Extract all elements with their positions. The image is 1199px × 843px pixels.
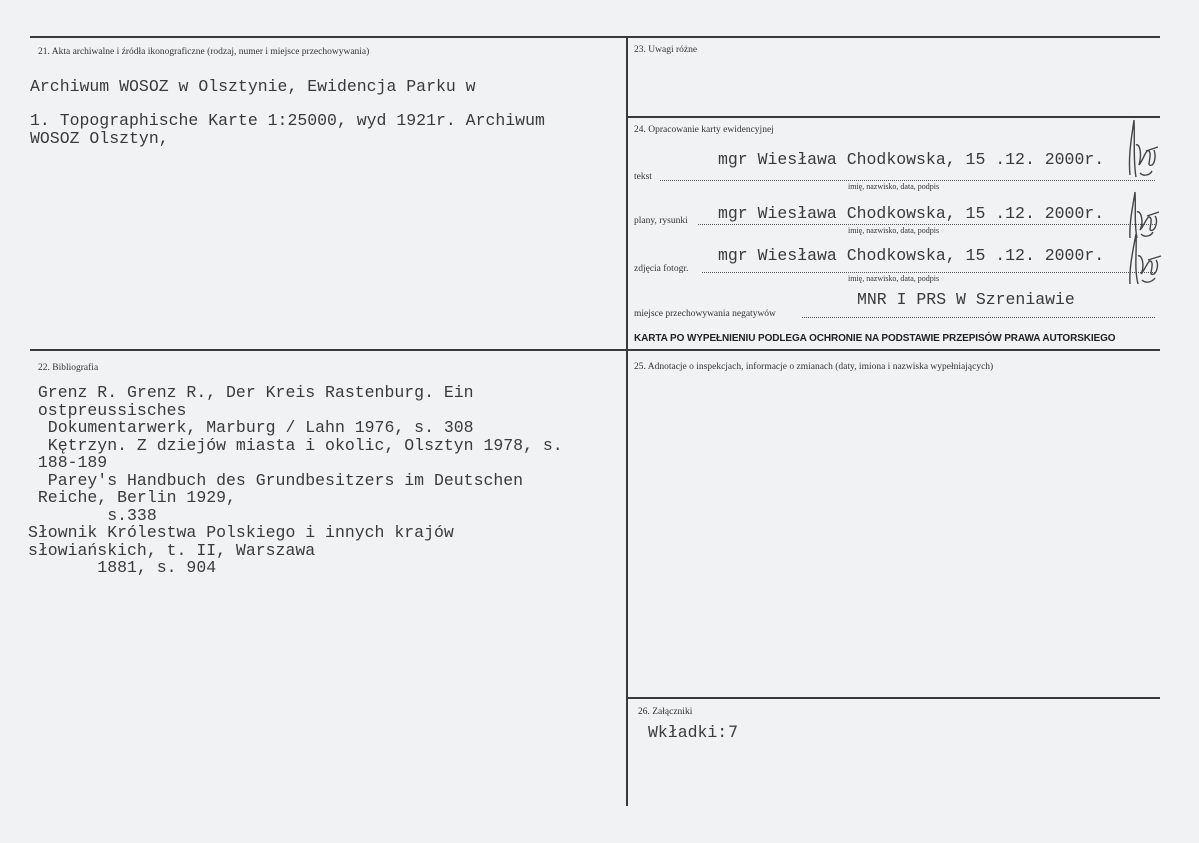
bibliography-line: Kętrzyn. Z dziejów miasta i okolic, Olsztyn 1978, s. [28,435,563,455]
plany-caption: imię, nazwisko, data, podpis [848,226,940,235]
tekst-value: mgr Wiesława Chodkowska, 15 .12. 2000r. [718,150,1105,169]
zdjecia-label: zdjęcia fotogr. [634,264,689,274]
section-21-line-2: 1. Topographische Karte 1:25000, wyd 1921r. Archiwum [30,111,545,130]
attachments-typed: Wkładki: [648,723,728,742]
bibliography-line: Parey's Handbuch des Grundbesitzers im Deutschen [28,470,524,490]
middle-rule [30,349,1160,351]
tekst-label: tekst [634,172,652,182]
zdjecia-dotted-line [702,272,1155,273]
miejsce-value: MNR I PRS W Szreniawie [857,290,1075,309]
bibliography-line: ostpreussisches [28,400,187,420]
section-22-label: 22. Bibliografia [38,363,99,373]
bibliography-line: Słownik Królestwa Polskiego i innych krajów [28,523,454,542]
center-divider [626,36,628,806]
section-21-line-1: Archiwum WOSOZ w Olsztynie, Ewidencja Parku w [30,77,476,96]
section-24-label: 24. Opracowanie karty ewidencyjnej [634,125,774,135]
plany-label: plany, rysunki [634,216,688,226]
signature-1 [1122,115,1162,185]
bibliography-line: Grenz R. Grenz R., Der Kreis Rastenburg. Ein [28,383,474,402]
top-rule [30,36,1160,38]
bibliography-line: słowiańskich, t. II, Warszawa [28,540,316,560]
bibliography-line: Dokumentarwerk, Marburg / Lahn 1976, s. 308 [28,418,474,437]
bibliography-line: 1881, s. 904 [28,558,217,577]
tekst-dotted-line [660,180,1155,181]
bibliography-line: 188-189 [28,453,108,472]
miejsce-dotted-line [802,317,1155,318]
section-21-line-3: WOSOZ Olsztyn, [30,129,169,148]
zdjecia-value: mgr Wiesława Chodkowska, 15 .12. 2000r. [718,246,1105,265]
plany-value: mgr Wiesława Chodkowska, 15 .12. 2000r. [718,204,1105,223]
section-23-label: 23. Uwagi różne [634,45,698,55]
signature-3 [1124,228,1166,288]
tekst-caption: imię, nazwisko, data, podpis [848,182,940,191]
attachments-handwritten-count: 7 [728,722,739,741]
bibliography-line: s.338 [28,505,157,525]
bibliography-list [28,384,563,577]
copyright-note: KARTA PO WYPEŁNIENIU PODLEGA OCHRONIE NA PODSTAWIE PRZEPISÓW PRAWA AUTORSKIEGO [634,333,1116,344]
zdjecia-caption: imię, nazwisko, data, podpis [848,274,940,283]
plany-dotted-line [698,224,1155,225]
section-26-label: 26. Załączniki [638,707,693,717]
section-21-label: 21. Akta archiwalne i źródła ikonograficzne (rodzaj, numer i miejsce przechowywania) [38,47,370,57]
bibliography-line: Reiche, Berlin 1929, [28,488,236,507]
miejsce-label: miejsce przechowywania negatywów [634,309,776,319]
rule-23-24 [626,116,1160,118]
section-25-label: 25. Adnotacje o inspekcjach, informacje o zmianach (daty, imiona i nazwiska wypełniających) [634,362,994,372]
rule-25-26 [626,697,1160,699]
